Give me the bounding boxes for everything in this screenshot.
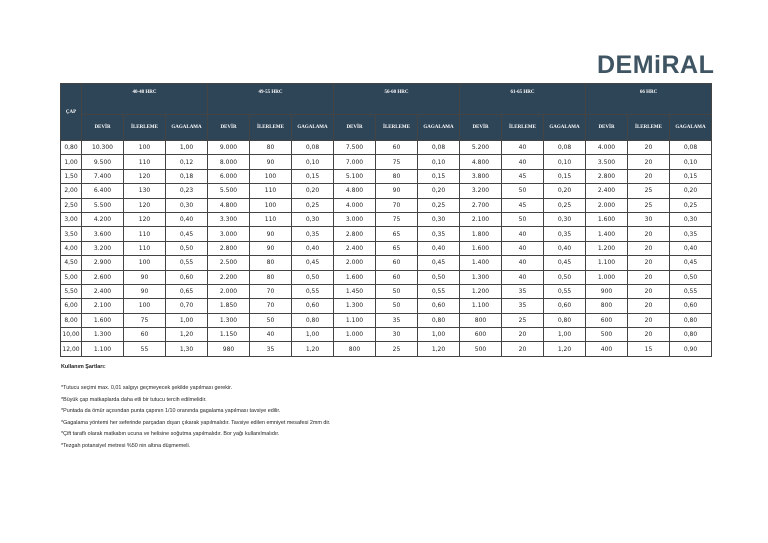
table-cell: 0,08 [544, 141, 586, 155]
table-cell: 0,20 [544, 184, 586, 198]
note-item: *Gagalama yöntemi her seferinde parçadan dışarı çıkarak yapılmalıdır. Tavsiye edilen emniyet mesafesi 2mm dir. [61, 419, 331, 426]
header-group-56-60: 56-60 HRC [334, 84, 460, 115]
table-cell: 10.300 [82, 141, 124, 155]
header-cap: ÇAP [61, 84, 82, 141]
table-cell: 3.200 [82, 241, 124, 255]
table-cell: 1.600 [82, 313, 124, 327]
table-cell: 1.100 [460, 299, 502, 313]
table-cell: 0,18 [166, 169, 208, 183]
table-cell: 120 [124, 169, 166, 183]
header-gagalama: GAGALAMA [166, 115, 208, 141]
header-devir: DEVİR [82, 115, 124, 141]
note-item: *Puntada da ömür açısından punta çapının 1/10 oranında gagalama yapılması tavsiye edilir. [61, 408, 281, 415]
table-cell: 1.300 [460, 270, 502, 284]
table-row [61, 141, 712, 155]
table-cell: 20 [628, 227, 670, 241]
header-ilerleme: İLERLEME [124, 115, 166, 141]
header-devir: DEVİR [460, 115, 502, 141]
table-cell: 800 [586, 299, 628, 313]
table-cell: 120 [124, 212, 166, 226]
table-cell: 4.200 [82, 212, 124, 226]
table-cell: 1.600 [334, 270, 376, 284]
header-gagalama: GAGALAMA [418, 115, 460, 141]
table-row [61, 169, 712, 183]
table-cell: 0,08 [670, 141, 712, 155]
header-group-40-48: 40-48 HRC [82, 84, 208, 115]
table-cell: 2.100 [82, 299, 124, 313]
table-cell: 1,00 [544, 328, 586, 342]
table-cell: 0,40 [544, 241, 586, 255]
table-cell: 1,00 [166, 313, 208, 327]
table-cell: 75 [376, 155, 418, 169]
table-cell: 20 [628, 328, 670, 342]
table-cell: 1,30 [166, 342, 208, 356]
table-cell: 0,65 [166, 284, 208, 298]
table-cell: 40 [250, 328, 292, 342]
table-cell: 20 [628, 256, 670, 270]
table-cell: 20 [628, 299, 670, 313]
table-cell: 0,50 [544, 270, 586, 284]
table-row [61, 270, 712, 284]
table-cell: 0,30 [292, 212, 334, 226]
table-cell: 1,20 [166, 328, 208, 342]
table-cell: 3.600 [82, 227, 124, 241]
table-cell: 3.300 [208, 212, 250, 226]
table-cell: 0,25 [670, 198, 712, 212]
table-cell: 0,08 [418, 141, 460, 155]
table-cell: 0,15 [670, 169, 712, 183]
brand-logo: DEMiRAL [597, 51, 715, 79]
table-cell: 20 [628, 313, 670, 327]
table-cell: 2.800 [334, 227, 376, 241]
table-cell: 1,20 [292, 342, 334, 356]
table-cell: 80 [376, 169, 418, 183]
table-cell: 1,20 [544, 342, 586, 356]
table-cell: 0,60 [670, 299, 712, 313]
table-cell: 4.800 [334, 184, 376, 198]
table-cell: 6.000 [208, 169, 250, 183]
table-cell: 75 [376, 212, 418, 226]
table-cell: 0,20 [418, 184, 460, 198]
table-cell: 3.800 [460, 169, 502, 183]
table-cell: 1,00 [292, 328, 334, 342]
table-cell: 0,10 [670, 155, 712, 169]
table-cell: 0,60 [544, 299, 586, 313]
table-cell: 0,45 [292, 256, 334, 270]
table-cell: 0,40 [418, 241, 460, 255]
table-cell: 1.000 [334, 328, 376, 342]
table-cell: 110 [250, 212, 292, 226]
table-cell: 0,40 [292, 241, 334, 255]
table-cell: 0,50 [418, 270, 460, 284]
table-cell: 80 [250, 270, 292, 284]
table-cell: 110 [250, 184, 292, 198]
table-cell: 0,25 [418, 198, 460, 212]
table-cell: 1.600 [460, 241, 502, 255]
diameter-cell: 1,50 [61, 169, 82, 183]
diameter-cell: 4,00 [61, 241, 82, 255]
table-cell: 0,20 [292, 184, 334, 198]
table-cell: 3.000 [208, 227, 250, 241]
table-cell: 0,60 [166, 270, 208, 284]
diameter-cell: 0,80 [61, 141, 82, 155]
table-cell: 130 [124, 184, 166, 198]
table-cell: 0,55 [670, 284, 712, 298]
table-cell: 80 [250, 141, 292, 155]
table-cell: 0,30 [544, 212, 586, 226]
table-cell: 60 [376, 270, 418, 284]
table-row [61, 313, 712, 327]
table-cell: 20 [502, 342, 544, 356]
table-cell: 25 [628, 198, 670, 212]
table-cell: 100 [250, 169, 292, 183]
table-cell: 3.500 [586, 155, 628, 169]
table-cell: 20 [502, 328, 544, 342]
table-cell: 0,80 [292, 313, 334, 327]
table-cell: 0,15 [292, 169, 334, 183]
table-cell: 0,20 [670, 184, 712, 198]
table-cell: 65 [376, 227, 418, 241]
cutting-parameters-table [60, 83, 712, 357]
table-cell: 980 [208, 342, 250, 356]
table-cell: 5.500 [82, 198, 124, 212]
table-cell: 0,45 [544, 256, 586, 270]
table-cell: 1.150 [208, 328, 250, 342]
table-cell: 1.400 [460, 256, 502, 270]
table-cell: 4.800 [208, 198, 250, 212]
table-cell: 5.200 [460, 141, 502, 155]
table-cell: 4.000 [586, 141, 628, 155]
header-gagalama: GAGALAMA [544, 115, 586, 141]
table-cell: 0,50 [292, 270, 334, 284]
table-cell: 500 [586, 328, 628, 342]
header-ilerleme: İLERLEME [628, 115, 670, 141]
table-cell: 40 [502, 155, 544, 169]
table-cell: 2.400 [82, 284, 124, 298]
diameter-cell: 4,50 [61, 256, 82, 270]
table-cell: 5.500 [208, 184, 250, 198]
table-cell: 9.500 [82, 155, 124, 169]
header-ilerleme: İLERLEME [250, 115, 292, 141]
table-cell: 110 [124, 155, 166, 169]
table-cell: 20 [628, 155, 670, 169]
table-cell: 800 [460, 313, 502, 327]
table-cell: 40 [502, 256, 544, 270]
table-cell: 2.400 [334, 241, 376, 255]
table-cell: 1.400 [586, 227, 628, 241]
table-cell: 60 [376, 141, 418, 155]
table-cell: 1.600 [586, 212, 628, 226]
table-cell: 30 [628, 212, 670, 226]
table-cell: 90 [250, 227, 292, 241]
table-cell: 90 [250, 155, 292, 169]
table-cell: 1.450 [334, 284, 376, 298]
table-cell: 2.900 [82, 256, 124, 270]
table-cell: 0,08 [292, 141, 334, 155]
table-cell: 4.000 [334, 198, 376, 212]
table-cell: 0,10 [544, 155, 586, 169]
table-cell: 0,12 [166, 155, 208, 169]
table-cell: 3.200 [460, 184, 502, 198]
table-cell: 100 [124, 299, 166, 313]
table-cell: 2.200 [208, 270, 250, 284]
table-cell: 7.400 [82, 169, 124, 183]
table-cell: 110 [124, 241, 166, 255]
table-cell: 90 [250, 241, 292, 255]
header-ilerleme: İLERLEME [376, 115, 418, 141]
table-cell: 2.600 [82, 270, 124, 284]
diameter-cell: 2,50 [61, 198, 82, 212]
header-group-66: 66 HRC [586, 84, 712, 115]
table-cell: 1.300 [208, 313, 250, 327]
header-gagalama: GAGALAMA [292, 115, 334, 141]
table-cell: 600 [586, 313, 628, 327]
table-cell: 0,35 [292, 227, 334, 241]
diameter-cell: 10,00 [61, 328, 82, 342]
table-cell: 2.800 [208, 241, 250, 255]
table-cell: 1.100 [82, 342, 124, 356]
table-cell: 35 [502, 299, 544, 313]
table-cell: 0,80 [544, 313, 586, 327]
table-cell: 3.000 [334, 212, 376, 226]
table-cell: 0,23 [166, 184, 208, 198]
table-cell: 5.100 [334, 169, 376, 183]
table-cell: 110 [124, 227, 166, 241]
table-cell: 70 [250, 299, 292, 313]
table-cell: 0,45 [670, 256, 712, 270]
table-cell: 0,55 [292, 284, 334, 298]
table-cell: 50 [502, 184, 544, 198]
table-cell: 50 [376, 299, 418, 313]
table-cell: 70 [250, 284, 292, 298]
table-cell: 65 [376, 241, 418, 255]
table-cell: 1.100 [334, 313, 376, 327]
table-cell: 6.400 [82, 184, 124, 198]
diameter-cell: 8,00 [61, 313, 82, 327]
diameter-cell: 12,00 [61, 342, 82, 356]
table-cell: 0,80 [670, 313, 712, 327]
table-cell: 25 [376, 342, 418, 356]
table-cell: 25 [628, 184, 670, 198]
table-cell: 25 [502, 313, 544, 327]
table-cell: 0,15 [544, 169, 586, 183]
table-cell: 500 [460, 342, 502, 356]
usage-notes [61, 364, 331, 453]
table-cell: 1,20 [418, 342, 460, 356]
table-cell: 0,55 [166, 256, 208, 270]
table-cell: 50 [502, 212, 544, 226]
table-cell: 2.700 [460, 198, 502, 212]
table-cell: 0,55 [418, 284, 460, 298]
table-cell: 20 [628, 169, 670, 183]
table-cell: 7.500 [334, 141, 376, 155]
table-cell: 90 [124, 284, 166, 298]
table-cell: 2.100 [460, 212, 502, 226]
table-row [61, 256, 712, 270]
table-cell: 40 [502, 241, 544, 255]
table-body [61, 141, 712, 357]
table-cell: 50 [250, 313, 292, 327]
diameter-cell: 3,50 [61, 227, 82, 241]
table-cell: 20 [628, 284, 670, 298]
table-cell: 7.000 [334, 155, 376, 169]
diameter-cell: 6,00 [61, 299, 82, 313]
table-cell: 75 [124, 313, 166, 327]
table-cell: 1.850 [208, 299, 250, 313]
table-cell: 2.800 [586, 169, 628, 183]
header-devir: DEVİR [208, 115, 250, 141]
table-cell: 2.500 [208, 256, 250, 270]
table-cell: 50 [376, 284, 418, 298]
table-row [61, 299, 712, 313]
table-cell: 2.000 [208, 284, 250, 298]
table-cell: 0,70 [166, 299, 208, 313]
header-gagalama: GAGALAMA [670, 115, 712, 141]
header-group-61-65: 61-65 HRC [460, 84, 586, 115]
table-cell: 0,15 [418, 169, 460, 183]
table-cell: 100 [250, 198, 292, 212]
table-cell: 0,40 [670, 241, 712, 255]
diameter-cell: 2,00 [61, 184, 82, 198]
table-cell: 0,45 [166, 227, 208, 241]
table-cell: 70 [376, 198, 418, 212]
table-cell: 0,90 [670, 342, 712, 356]
table-cell: 0,45 [418, 256, 460, 270]
table-cell: 0,55 [544, 284, 586, 298]
table-cell: 100 [124, 141, 166, 155]
table-cell: 80 [250, 256, 292, 270]
table-cell: 1.000 [586, 270, 628, 284]
table-cell: 0,35 [418, 227, 460, 241]
table-cell: 60 [124, 328, 166, 342]
table-cell: 0,80 [670, 328, 712, 342]
header-ilerleme: İLERLEME [502, 115, 544, 141]
table-cell: 1.200 [460, 284, 502, 298]
table-cell: 1,00 [418, 328, 460, 342]
table-cell: 1.100 [586, 256, 628, 270]
table-cell: 0,40 [166, 212, 208, 226]
table-cell: 0,30 [418, 212, 460, 226]
table-cell: 1.300 [82, 328, 124, 342]
table-cell: 0,80 [418, 313, 460, 327]
table-cell: 35 [502, 284, 544, 298]
table-cell: 40 [502, 227, 544, 241]
header-devir: DEVİR [586, 115, 628, 141]
table-row [61, 155, 712, 169]
table-cell: 2.400 [586, 184, 628, 198]
table-cell: 0,60 [292, 299, 334, 313]
table-cell: 90 [376, 184, 418, 198]
table-cell: 15 [628, 342, 670, 356]
diameter-cell: 5,50 [61, 284, 82, 298]
table-cell: 45 [502, 198, 544, 212]
table-cell: 55 [124, 342, 166, 356]
notes-title: Kullanım Şartları: [61, 364, 106, 370]
table-cell: 90 [124, 270, 166, 284]
table-cell: 1,00 [166, 141, 208, 155]
note-item: *Büyük çap matkaplarda daha etli bir tutucu tercih edilmelidir. [61, 396, 207, 403]
table-cell: 1.200 [586, 241, 628, 255]
diameter-cell: 1,00 [61, 155, 82, 169]
table-cell: 0,35 [670, 227, 712, 241]
table-cell: 45 [502, 169, 544, 183]
table-cell: 100 [124, 256, 166, 270]
table-cell: 35 [376, 313, 418, 327]
table-cell: 800 [334, 342, 376, 356]
header-devir: DEVİR [334, 115, 376, 141]
table-cell: 0,50 [166, 241, 208, 255]
table-row [61, 284, 712, 298]
table-cell: 1.300 [334, 299, 376, 313]
table-row [61, 241, 712, 255]
table-cell: 120 [124, 198, 166, 212]
note-item: *Tezgah potansiyel metresi %50 nin altına düşmemeli. [61, 442, 191, 449]
table-cell: 0,35 [544, 227, 586, 241]
table-cell: 0,10 [292, 155, 334, 169]
table-cell: 8.000 [208, 155, 250, 169]
table-cell: 0,60 [418, 299, 460, 313]
table-row [61, 184, 712, 198]
note-item: *Tutucu seçimi max. 0,01 salgıyı geçmeyecek şekilde yapılması gerekir. [61, 385, 233, 391]
table-cell: 0,30 [166, 198, 208, 212]
table-row [61, 328, 712, 342]
table-row [61, 212, 712, 226]
table-cell: 40 [502, 141, 544, 155]
table-cell: 40 [502, 270, 544, 284]
table-cell: 0,30 [670, 212, 712, 226]
table-cell: 0,25 [292, 198, 334, 212]
table-cell: 30 [376, 328, 418, 342]
table-row [61, 227, 712, 241]
table-cell: 1.800 [460, 227, 502, 241]
table-cell: 400 [586, 342, 628, 356]
table-cell: 0,25 [544, 198, 586, 212]
table-cell: 20 [628, 270, 670, 284]
note-item: *Çift taraflı olarak matkabın ucuna ve helisine soğutma yapılmalıdır. Bor yağı kullanılmalıdır. [61, 431, 280, 438]
diameter-cell: 3,00 [61, 212, 82, 226]
diameter-cell: 5,00 [61, 270, 82, 284]
table-cell: 9.000 [208, 141, 250, 155]
table-row [61, 342, 712, 356]
table-cell: 20 [628, 141, 670, 155]
table-cell: 60 [376, 256, 418, 270]
table-cell: 2.000 [334, 256, 376, 270]
table-row [61, 198, 712, 212]
table-cell: 900 [586, 284, 628, 298]
table-cell: 600 [460, 328, 502, 342]
table-cell: 20 [628, 241, 670, 255]
header-group-49-55: 49-55 HRC [208, 84, 334, 115]
table-cell: 0,50 [670, 270, 712, 284]
table-cell: 0,10 [418, 155, 460, 169]
table-cell: 4.800 [460, 155, 502, 169]
table-cell: 35 [250, 342, 292, 356]
table-cell: 2.000 [586, 198, 628, 212]
